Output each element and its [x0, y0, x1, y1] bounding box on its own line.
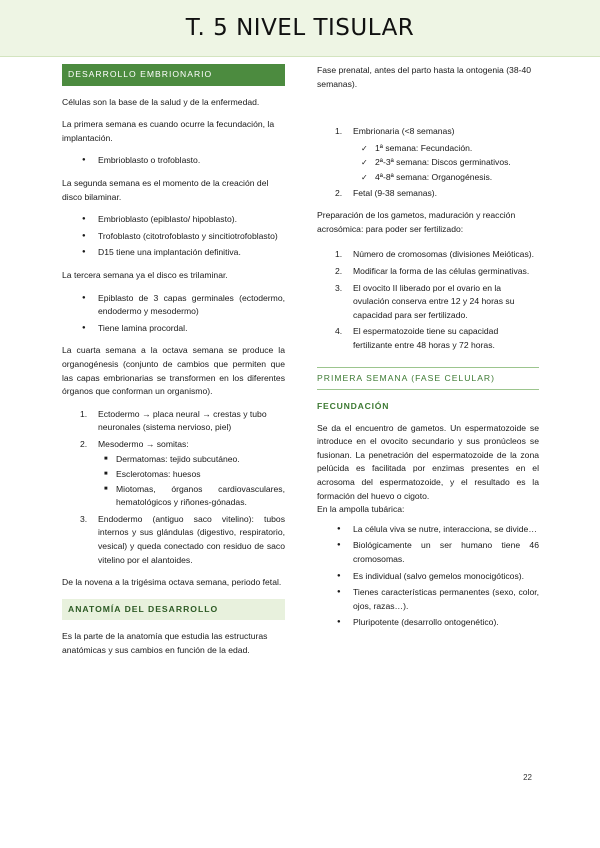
list-number: 2. — [80, 438, 88, 449]
paragraph: Preparación de los gametos, maduración y reacción acrosómica: para poder ser fertilizado: — [317, 210, 516, 234]
list-item: ● D15 tiene una implantación definitiva. — [62, 246, 285, 260]
check-list — [317, 142, 539, 185]
numbered-list — [62, 408, 285, 568]
paragraph: Es la parte de la anatomía que estudia las estructuras anatómicas y sus cambios en función de la edad. — [62, 631, 268, 655]
numbered-list — [317, 187, 539, 201]
bullet-list — [62, 154, 285, 168]
right-column — [317, 64, 539, 639]
paragraph: Células son la base de la salud y de la enfermedad. — [62, 96, 260, 107]
list-text: El espermatozoide tiene su capacidad fertilizante entre 48 horas y 72 horas. — [353, 326, 499, 350]
list-item: ● Tienes características permanentes (sexo, color, ojos, razas…). — [317, 586, 539, 613]
paragraph: En la ampolla tubárica: — [317, 504, 405, 515]
list-number: 3. — [335, 282, 343, 293]
list-item: ● Embrioblasto (epiblasto/ hipoblasto). — [62, 213, 285, 227]
page-number: 22 — [523, 773, 532, 782]
list-item — [317, 125, 539, 139]
numbered-list — [317, 125, 539, 139]
left-column — [62, 64, 285, 667]
list-text: El ovocito II liberado por el ovario en la ovulación conserva entre 12 y 24 horas su capacidad para ser fertilizado. — [353, 282, 515, 320]
list-number: 1. — [335, 249, 343, 260]
list-number: 4. — [335, 326, 343, 337]
list-text: Número de cromosomas (divisiones Meióticas). — [353, 249, 535, 260]
numbered-list — [317, 248, 539, 352]
list-item: ● Embrioblasto o trofoblasto. — [62, 154, 285, 168]
list-number: 3. — [80, 513, 88, 524]
paragraph: De la novena a la trigésima octava semana, periodo fetal. — [62, 577, 282, 588]
list-item: ■ Dermatomas: tejido subcutáneo. — [98, 453, 285, 467]
section-heading-desarrollo: DESARROLLO EMBRIONARIO — [62, 64, 285, 86]
list-item — [317, 187, 539, 201]
bullet-list — [62, 213, 285, 260]
section-heading-primera-semana: PRIMERA SEMANA (FASE CELULAR) — [317, 367, 539, 391]
list-item — [62, 513, 285, 567]
paragraph: Fase prenatal, antes del parto hasta la ontogenia (38-40 semanas). — [317, 65, 532, 89]
subheading-fecundacion: FECUNDACIÓN — [317, 401, 390, 412]
page-title: T. 5 NIVEL TISULAR — [185, 15, 415, 41]
section-heading-anatomia: ANATOMÍA DEL DESARROLLO — [62, 599, 285, 621]
list-item: ✓ 4ª-8ª semana: Organogénesis. — [317, 171, 539, 185]
list-item — [317, 265, 539, 279]
list-item: ● La célula viva se nutre, interacciona, se divide… — [317, 523, 539, 537]
list-item — [317, 282, 539, 323]
list-item: ■ Miotomas, órganos cardiovasculares, hematológicos y riñones-gónadas. — [98, 483, 285, 510]
bullet-list — [317, 523, 539, 630]
list-text: Ectodermo → placa neural → crestas y tubo neuronales (sistema nervioso, piel) — [98, 408, 267, 433]
list-text: Mesodermo → somitas: — [98, 438, 189, 449]
list-number: 1. — [335, 126, 343, 137]
list-item: ● Pluripotente (desarrollo ontogenético). — [317, 616, 539, 630]
list-item: ✓ 1ª semana: Fecundación. — [317, 142, 539, 156]
paragraph: La cuarta semana a la octava semana se produce la organogénesis (conjunto de cambios que permiten que las capas embrionarias se transformen en los diferentes órganos que conforman un organismo). — [62, 345, 285, 397]
list-number: 1. — [80, 408, 88, 419]
list-number: 2. — [335, 265, 343, 276]
list-text: Fetal (9-38 semanas). — [353, 187, 438, 198]
list-item — [62, 438, 285, 510]
list-text: Modificar la forma de las células germinativas. — [353, 265, 530, 276]
list-item: ● Epiblasto de 3 capas germinales (ectodermo, endodermo y mesodermo) — [62, 292, 285, 319]
list-item: ● Trofoblasto (citotrofoblasto y sincitiotrofoblasto) — [62, 230, 285, 244]
bullet-list — [62, 292, 285, 336]
list-item: ■ Esclerotomas: huesos — [98, 468, 285, 482]
list-item: ● Biológicamente un ser humano tiene 46 cromosomas. — [317, 539, 539, 566]
somitas-list — [98, 453, 285, 509]
paragraph: La tercera semana ya el disco es trilaminar. — [62, 269, 228, 280]
list-item — [317, 325, 539, 352]
title-bar — [0, 0, 600, 57]
paragraph: La segunda semana es el momento de la creación del disco bilaminar. — [62, 177, 269, 202]
list-text: Endodermo (antiguo saco vitelino): tubos internos y sus glándulas (digestivo, respiratorio, vesical) y queda conectado con residuo de saco vitelino por el alantoides. — [98, 513, 285, 565]
paragraph: La primera semana es cuando ocurre la fecundación, la implantación. — [62, 119, 275, 143]
list-number: 2. — [335, 187, 343, 198]
list-item — [62, 408, 285, 435]
paragraph: Se da el encuentro de gametos. Un espermatozoide se introduce en el ovocito secundario y sus pronúcleos se fusionan. La penetración del espermatozoide de la zona pelúcida es facilitada por enzimas presentes en el acrosoma del espermatozoide, y el resultado es la formación del huevo o cigoto. — [317, 422, 539, 501]
list-item: ● Tiene lamina procordal. — [62, 322, 285, 336]
list-text: Embrionaria (<8 semanas) — [353, 126, 455, 137]
list-item: ✓ 2ª-3ª semana: Discos germinativos. — [317, 156, 539, 170]
list-item — [317, 248, 539, 262]
list-item: ● Es individual (salvo gemelos monocigóticos). — [317, 570, 539, 584]
